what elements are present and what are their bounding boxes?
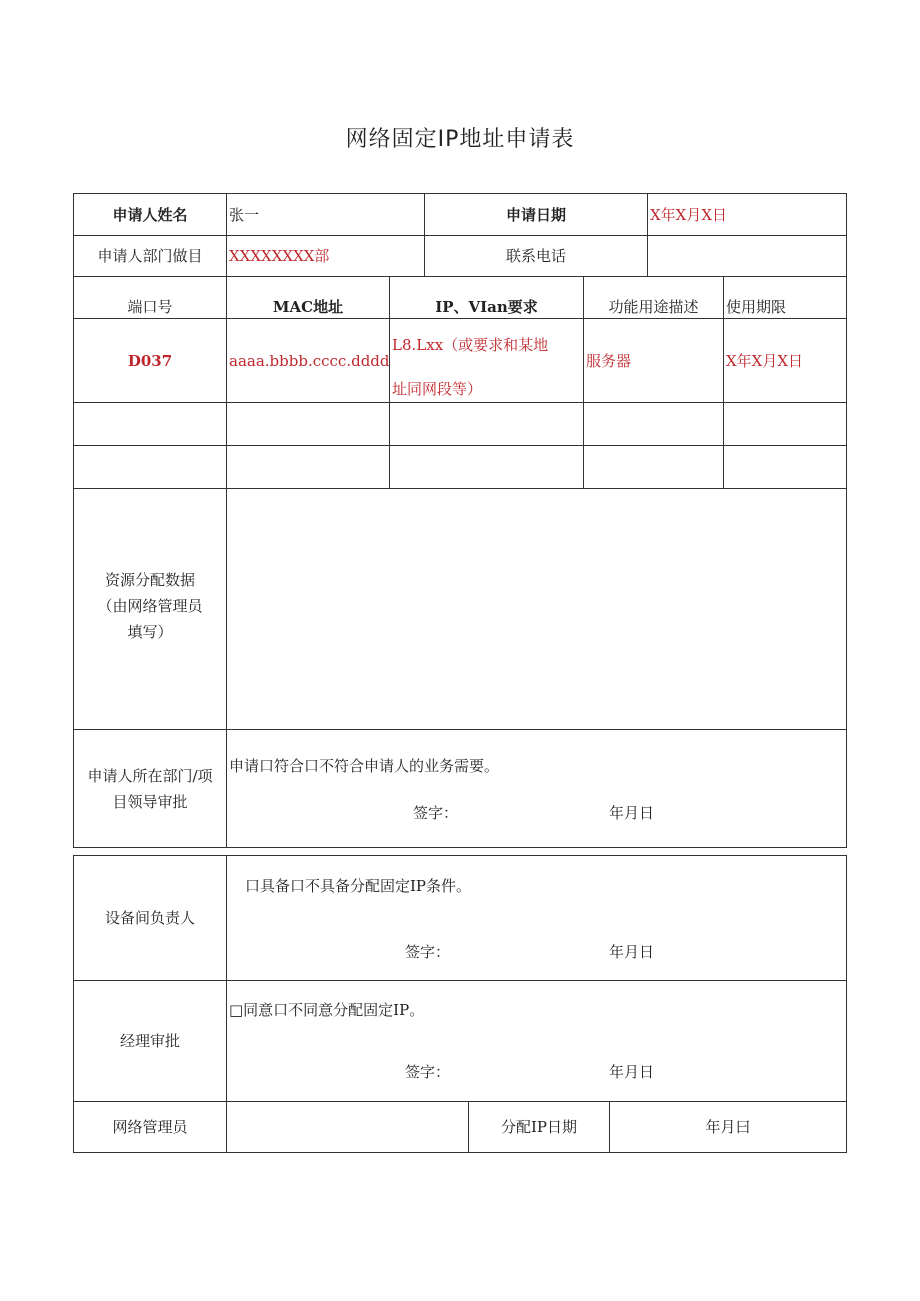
entry-ip-line2[interactable]: 址同网段等） xyxy=(392,380,483,398)
entry-ip-line1[interactable]: L8.Lxx（或要求和某地 xyxy=(392,336,549,354)
header-ip-vlan: IP、VIan要求 xyxy=(435,298,538,316)
resource-label-line3: 填写） xyxy=(127,623,173,641)
ip-assign-date-label: 分配IP日期 xyxy=(500,1118,578,1136)
header-period: 使用期限 xyxy=(726,298,787,316)
ip-assign-date-value[interactable]: 年月曰 xyxy=(705,1118,751,1136)
entry-function[interactable]: 服务器 xyxy=(586,351,632,370)
table-row-empty-1[interactable] xyxy=(74,403,846,445)
dept-leader-label-line2: 目领导审批 xyxy=(112,793,188,811)
header-mac: MAC地址 xyxy=(272,298,344,316)
resource-label-line1: 资源分配数据 xyxy=(104,571,195,589)
entry-mac[interactable]: aaaa.bbbb.cccc.dddd xyxy=(229,351,390,370)
entry-port[interactable]: D037 xyxy=(127,351,173,370)
equipment-label: 设备间负责人 xyxy=(104,909,195,927)
entry-period[interactable]: X年X月X日 xyxy=(726,351,804,370)
net-admin-value[interactable] xyxy=(227,1102,468,1152)
equipment-statement[interactable]: 口具备口不具备分配固定IP条件。 xyxy=(245,877,472,895)
net-admin-label: 网络管理员 xyxy=(112,1118,188,1136)
resource-label-line2: （由网络管理员 xyxy=(97,597,203,615)
header-port: 端口号 xyxy=(127,298,173,316)
applicant-dept-value[interactable]: XXXXXXXX部 xyxy=(229,247,330,265)
dept-leader-sign[interactable]: 签字： xyxy=(413,804,459,822)
dept-leader-statement[interactable]: 申请口符合口不符合申请人的业务需要。 xyxy=(229,757,500,775)
dept-leader-label-line1: 申请人所在部门/项 xyxy=(87,767,213,785)
phone-value[interactable] xyxy=(648,236,846,276)
applicant-dept-label: 申请人部门做目 xyxy=(97,247,203,265)
header-function: 功能用途描述 xyxy=(608,298,699,316)
manager-sign[interactable]: 签字： xyxy=(405,1063,451,1081)
manager-date[interactable]: 年月日 xyxy=(609,1063,655,1081)
resource-data-area[interactable] xyxy=(227,489,846,729)
equipment-sign[interactable]: 签字： xyxy=(405,943,451,961)
application-date-value[interactable]: X年X月X日 xyxy=(650,205,728,224)
manager-statement[interactable]: □同意口不同意分配固定IP。 xyxy=(229,1001,425,1019)
applicant-name-value[interactable]: 张一 xyxy=(229,205,260,224)
manager-label: 经理审批 xyxy=(119,1032,180,1050)
equipment-date[interactable]: 年月日 xyxy=(609,943,655,961)
table-row-empty-2[interactable] xyxy=(74,446,846,488)
phone-label: 联系电话 xyxy=(505,247,566,265)
application-date-label: 申请日期 xyxy=(505,205,566,224)
dept-leader-date[interactable]: 年月日 xyxy=(609,804,655,822)
page-title: 网络固定IP地址申请表 xyxy=(345,127,575,152)
applicant-name-label: 申请人姓名 xyxy=(112,205,188,224)
